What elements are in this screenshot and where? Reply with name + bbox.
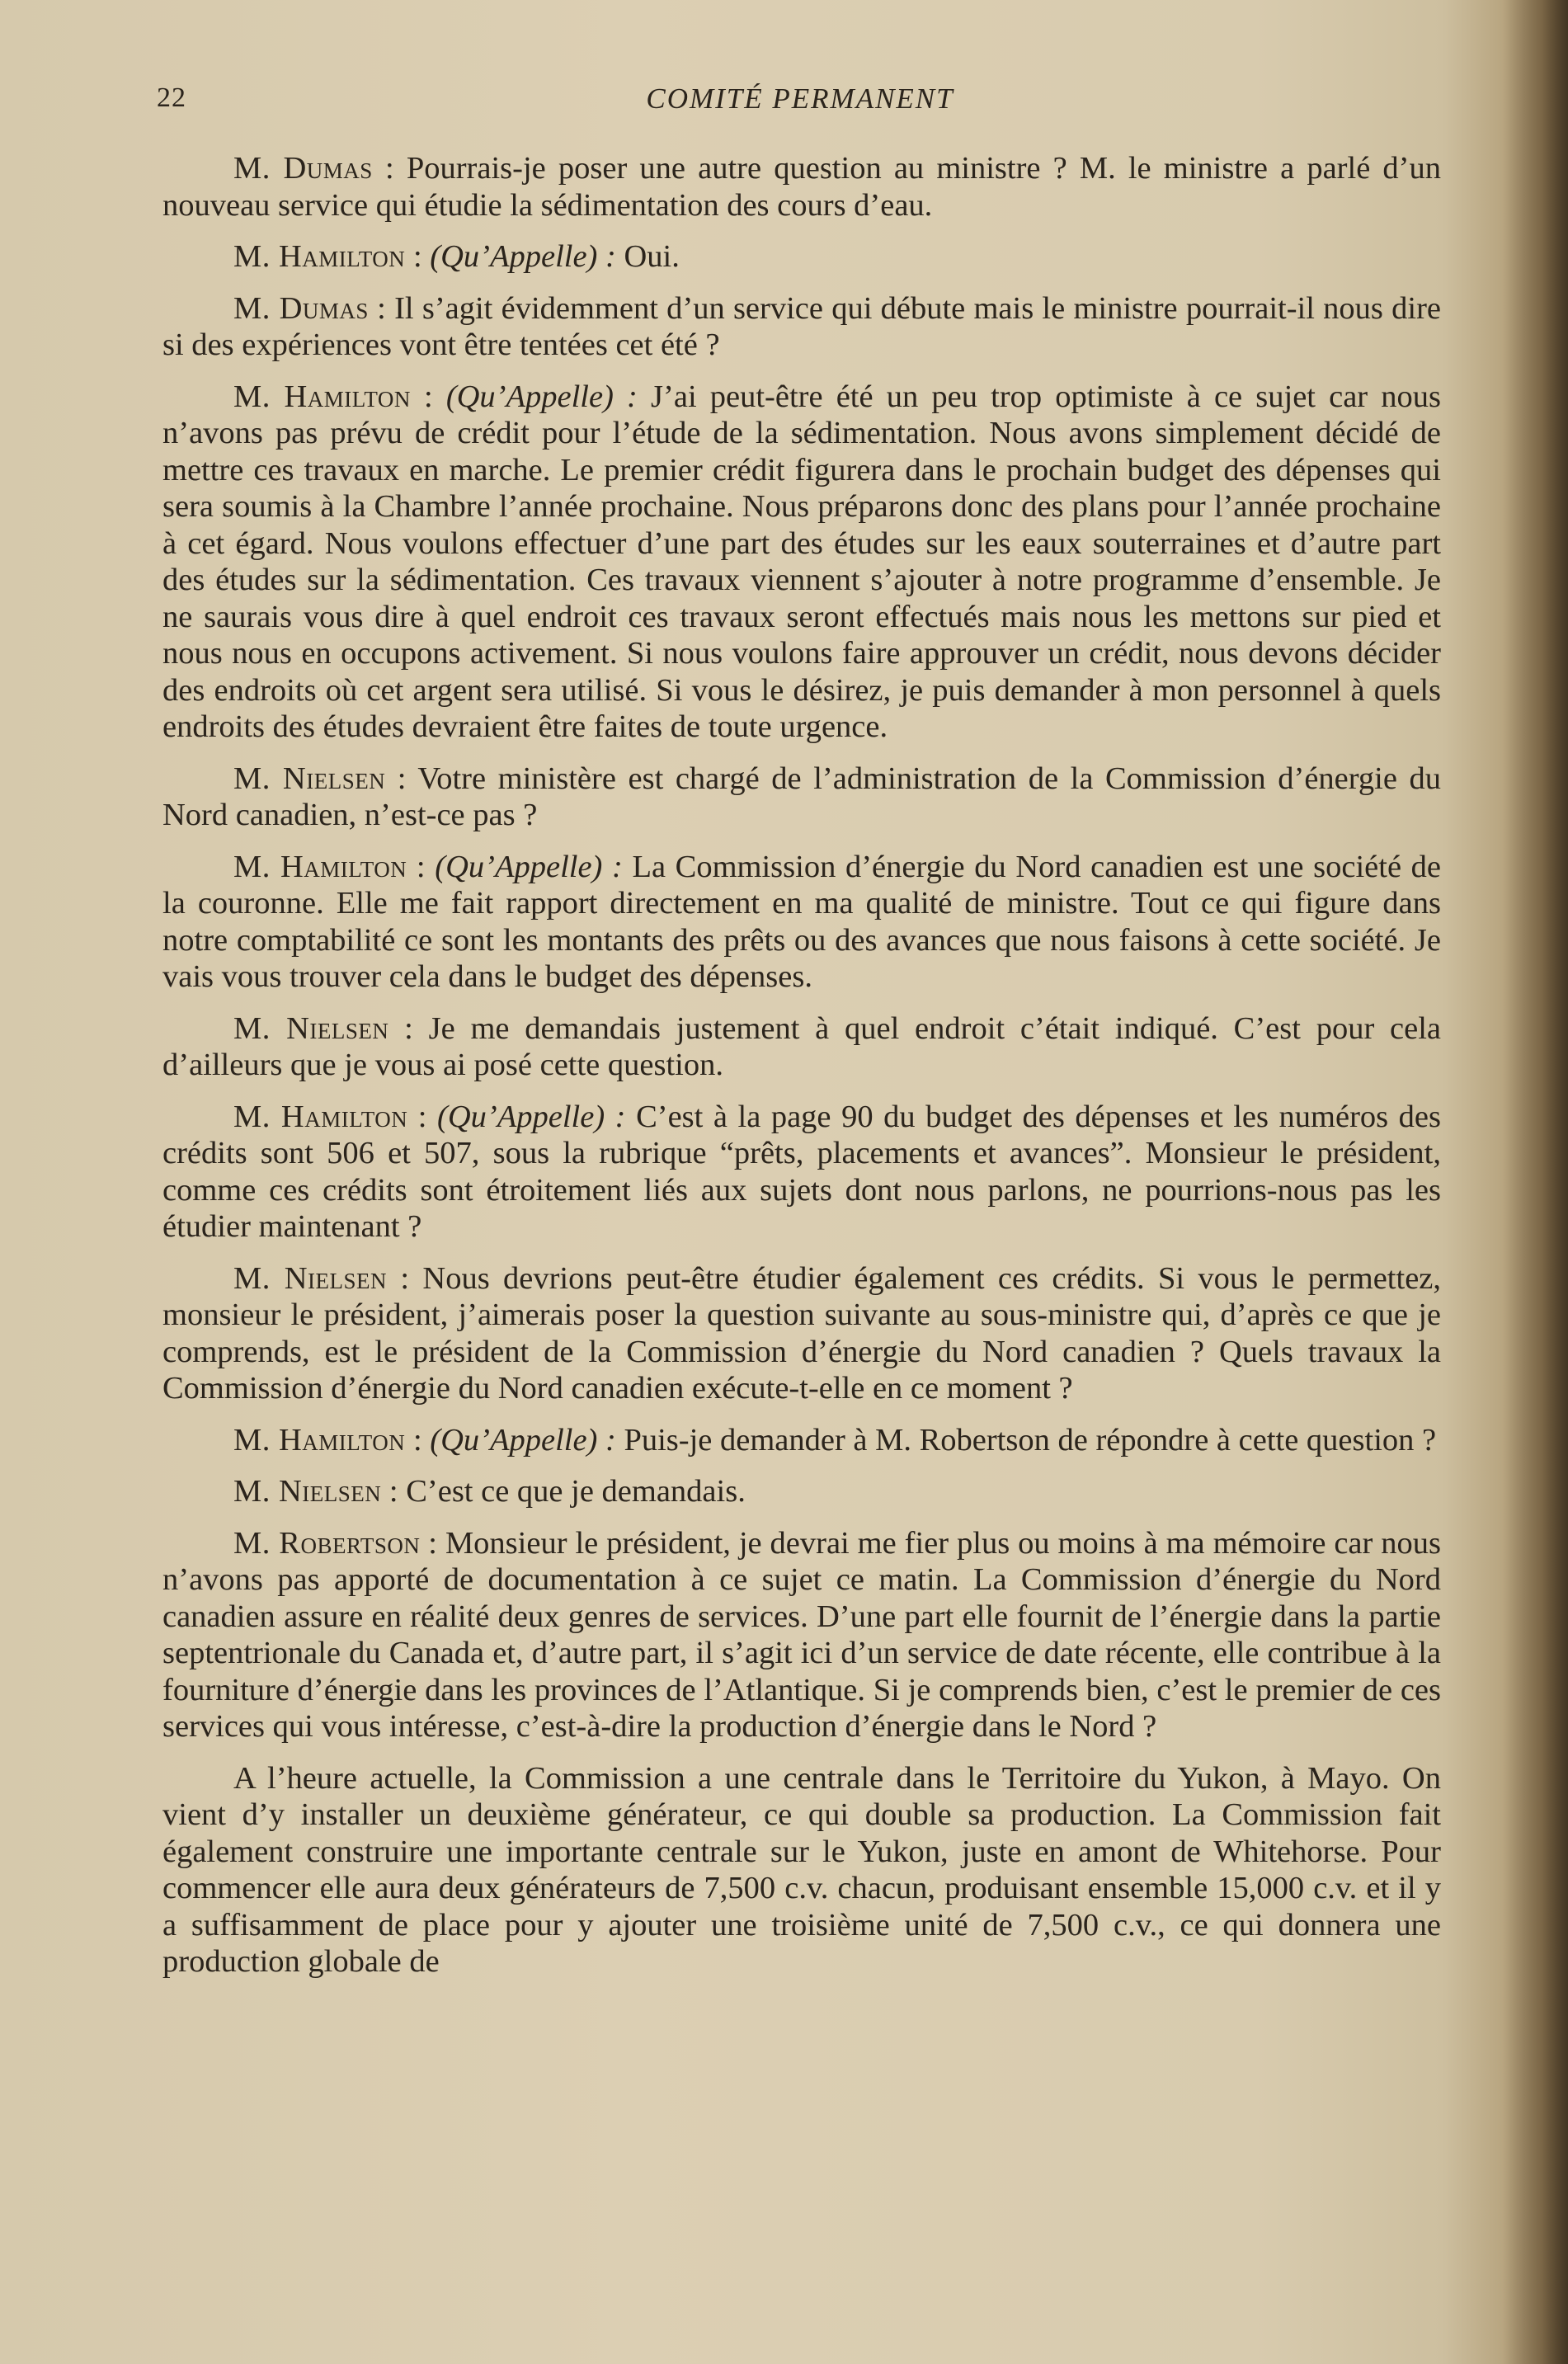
- speaker-separator: :: [407, 1099, 438, 1134]
- speaker-name: M. Nielsen: [233, 1474, 382, 1509]
- page-gutter-shadow: [1502, 0, 1568, 2364]
- speaker-name: M. Dumas: [233, 290, 369, 326]
- paragraph-text: Je me demandais justement à quel endroit c’était indiqué. C’est pour cela d’ailleurs que je vous ai posé cette question.: [162, 1010, 1441, 1082]
- paragraph: [162, 379, 1441, 746]
- speaker-name: M. Nielsen: [233, 1010, 389, 1046]
- paragraph: [162, 849, 1441, 996]
- paragraph-text: C’est à la page 90 du budget des dépenses et les numéros des crédits sont 506 et 507, sous la rubrique “prêts, placements et avances”. Monsieur le président, comme ces crédits sont étroitement liés aux sujets dont nous parlons, ne pourrions-nous pas les étudier maintenant ?: [162, 1099, 1441, 1244]
- paragraph: [162, 1010, 1441, 1084]
- speaker-constituency: (Qu’Appelle) :: [437, 1099, 626, 1134]
- paragraph-text: Monsieur le président, je devrai me fier plus ou moins à ma mémoire car nous n’avons pas apporté de documentation à ce sujet ce matin. La Commission d’énergie du Nord canadien assure en réalité deux genres de services. D’une part elle fournit de l’énergie dans la partie septentrionale du Canada et, d’autre part, il s’agit ici d’un service de date récente, elle contribue à la fourniture d’énergie dans les provinces de l’Atlantique. Si je comprends bien, c’est le premier de ces services qui vous intéresse, c’est-à-dire la production d’énergie dans le Nord ?: [162, 1525, 1441, 1744]
- paragraph: [162, 1422, 1441, 1459]
- speaker-name: M. Nielsen: [233, 1260, 387, 1296]
- paragraph: [162, 150, 1441, 224]
- page-header: [157, 82, 1443, 132]
- speaker-constituency: (Qu’Appelle) :: [435, 849, 623, 884]
- paragraph-text: Pourrais-je poser une autre question au ministre ? M. le ministre a parlé d’un nouveau service qui étudie la sédimentation des cours d’eau.: [162, 151, 1441, 223]
- speaker-name: M. Nielsen: [233, 761, 386, 796]
- speaker-separator: :: [410, 379, 446, 414]
- speaker-name: M. Hamilton: [233, 849, 407, 884]
- paragraph: [162, 1760, 1441, 1980]
- speaker-name: M. Hamilton: [233, 1099, 408, 1134]
- speaker-separator: :: [388, 1010, 429, 1046]
- speaker-name: M. Robertson: [233, 1525, 421, 1561]
- paragraph: [162, 290, 1441, 364]
- paragraph: [162, 1099, 1441, 1246]
- speaker-separator: :: [387, 1260, 423, 1296]
- paragraph: [162, 1473, 1441, 1510]
- page-number: 22: [157, 82, 186, 113]
- speaker-name: M. Hamilton: [233, 239, 406, 274]
- speaker-name: M. Hamilton: [233, 1422, 406, 1457]
- running-head: COMITÉ PERMANENT: [646, 82, 954, 115]
- paragraph-text: C’est ce que je demandais.: [406, 1474, 746, 1509]
- paragraph: [162, 761, 1441, 834]
- speaker-separator: :: [405, 1422, 431, 1457]
- transcript-body: [162, 150, 1441, 1995]
- paragraph-text: La Commission d’énergie du Nord canadien est une société de la couronne. Elle me fait rapport directement en ma qualité de ministre. Tout ce qui figure dans notre comptabilité ce sont les montants des prêts ou des avances que nous faisons à cette société. Je vais vous trouver cela dans le budget des dépenses.: [162, 849, 1441, 994]
- speaker-separator: :: [407, 849, 436, 884]
- speaker-separator: :: [420, 1525, 445, 1561]
- paragraph-text: A l’heure actuelle, la Commission a une centrale dans le Territoire du Yukon, à Mayo. On vient d’y installer un deuxième générateur, ce qui double sa production. La Commission fait également construire une importante centrale sur le Yukon, juste en amont de Whitehorse. Pour commencer elle aura deux générateurs de 7,500 c.v. chacun, produisant ensemble 15,000 c.v. et il y a suffisamment de place pour y ajouter une troisième unité de 7,500 c.v., ce qui donnera une production globale de: [162, 1760, 1441, 1979]
- speaker-separator: :: [385, 761, 418, 796]
- speaker-separator: :: [381, 1474, 407, 1509]
- paragraph: [162, 1525, 1441, 1745]
- paragraph-text: Il s’agit évidemment d’un service qui débute mais le ministre pourrait-il nous dire si des expériences vont être tentées cet été ?: [162, 290, 1442, 362]
- paragraph-text: J’ai peut-être été un peu trop optimiste à ce sujet car nous n’avons pas prévu de crédit pour l’étude de la sédimentation. Nous avons simplement décidé de mettre ces travaux en marche. Le premier crédit figurera dans le prochain budget des dépenses qui sera soumis à la Chambre l’année prochaine. Nous préparons donc des plans pour l’année prochaine à cet égard. Nous voulons effectuer d’une part des études sur les eaux souterraines et d’autre part des études sur la sédimentation. Ces travaux viennent s’ajouter à notre programme d’ensemble. Je ne saurais vous dire à quel endroit ces travaux seront effectués mais nous les mettons sur pied et nous nous en occupons activement. Si nous voulons faire approuver un crédit, nous devons décider des endroits où cet argent sera utilisé. Si vous le désirez, je puis demander à mon personnel à quels endroits des études devraient être faites de toute urgence.: [162, 379, 1441, 744]
- speaker-name: M. Dumas: [233, 151, 373, 186]
- speaker-constituency: (Qu’Appelle) :: [430, 1422, 616, 1457]
- speaker-constituency: (Qu’Appelle) :: [445, 379, 638, 414]
- speaker-separator: :: [368, 290, 395, 326]
- paragraph-text: Oui.: [624, 239, 680, 274]
- speaker-separator: :: [405, 239, 431, 274]
- speaker-name: M. Hamilton: [233, 379, 411, 414]
- speaker-constituency: (Qu’Appelle) :: [430, 239, 616, 274]
- paragraph: [162, 238, 1441, 275]
- paragraph: [162, 1260, 1441, 1407]
- paragraph-text: Puis-je demander à M. Robertson de répondre à cette question ?: [624, 1422, 1437, 1457]
- speaker-separator: :: [372, 151, 407, 186]
- paragraph-text: Votre ministère est chargé de l’administration de la Commission d’énergie du Nord canadien, n’est-ce pas ?: [162, 761, 1441, 832]
- paragraph-text: Nous devrions peut-être étudier également ces crédits. Si vous le permettez, monsieur le président, j’aimerais poser la question suivante au sous-ministre qui, d’après ce que je comprends, est le président de la Commission d’énergie du Nord canadien ? Quels travaux la Commission d’énergie du Nord canadien exécute-t-elle en ce moment ?: [162, 1260, 1441, 1406]
